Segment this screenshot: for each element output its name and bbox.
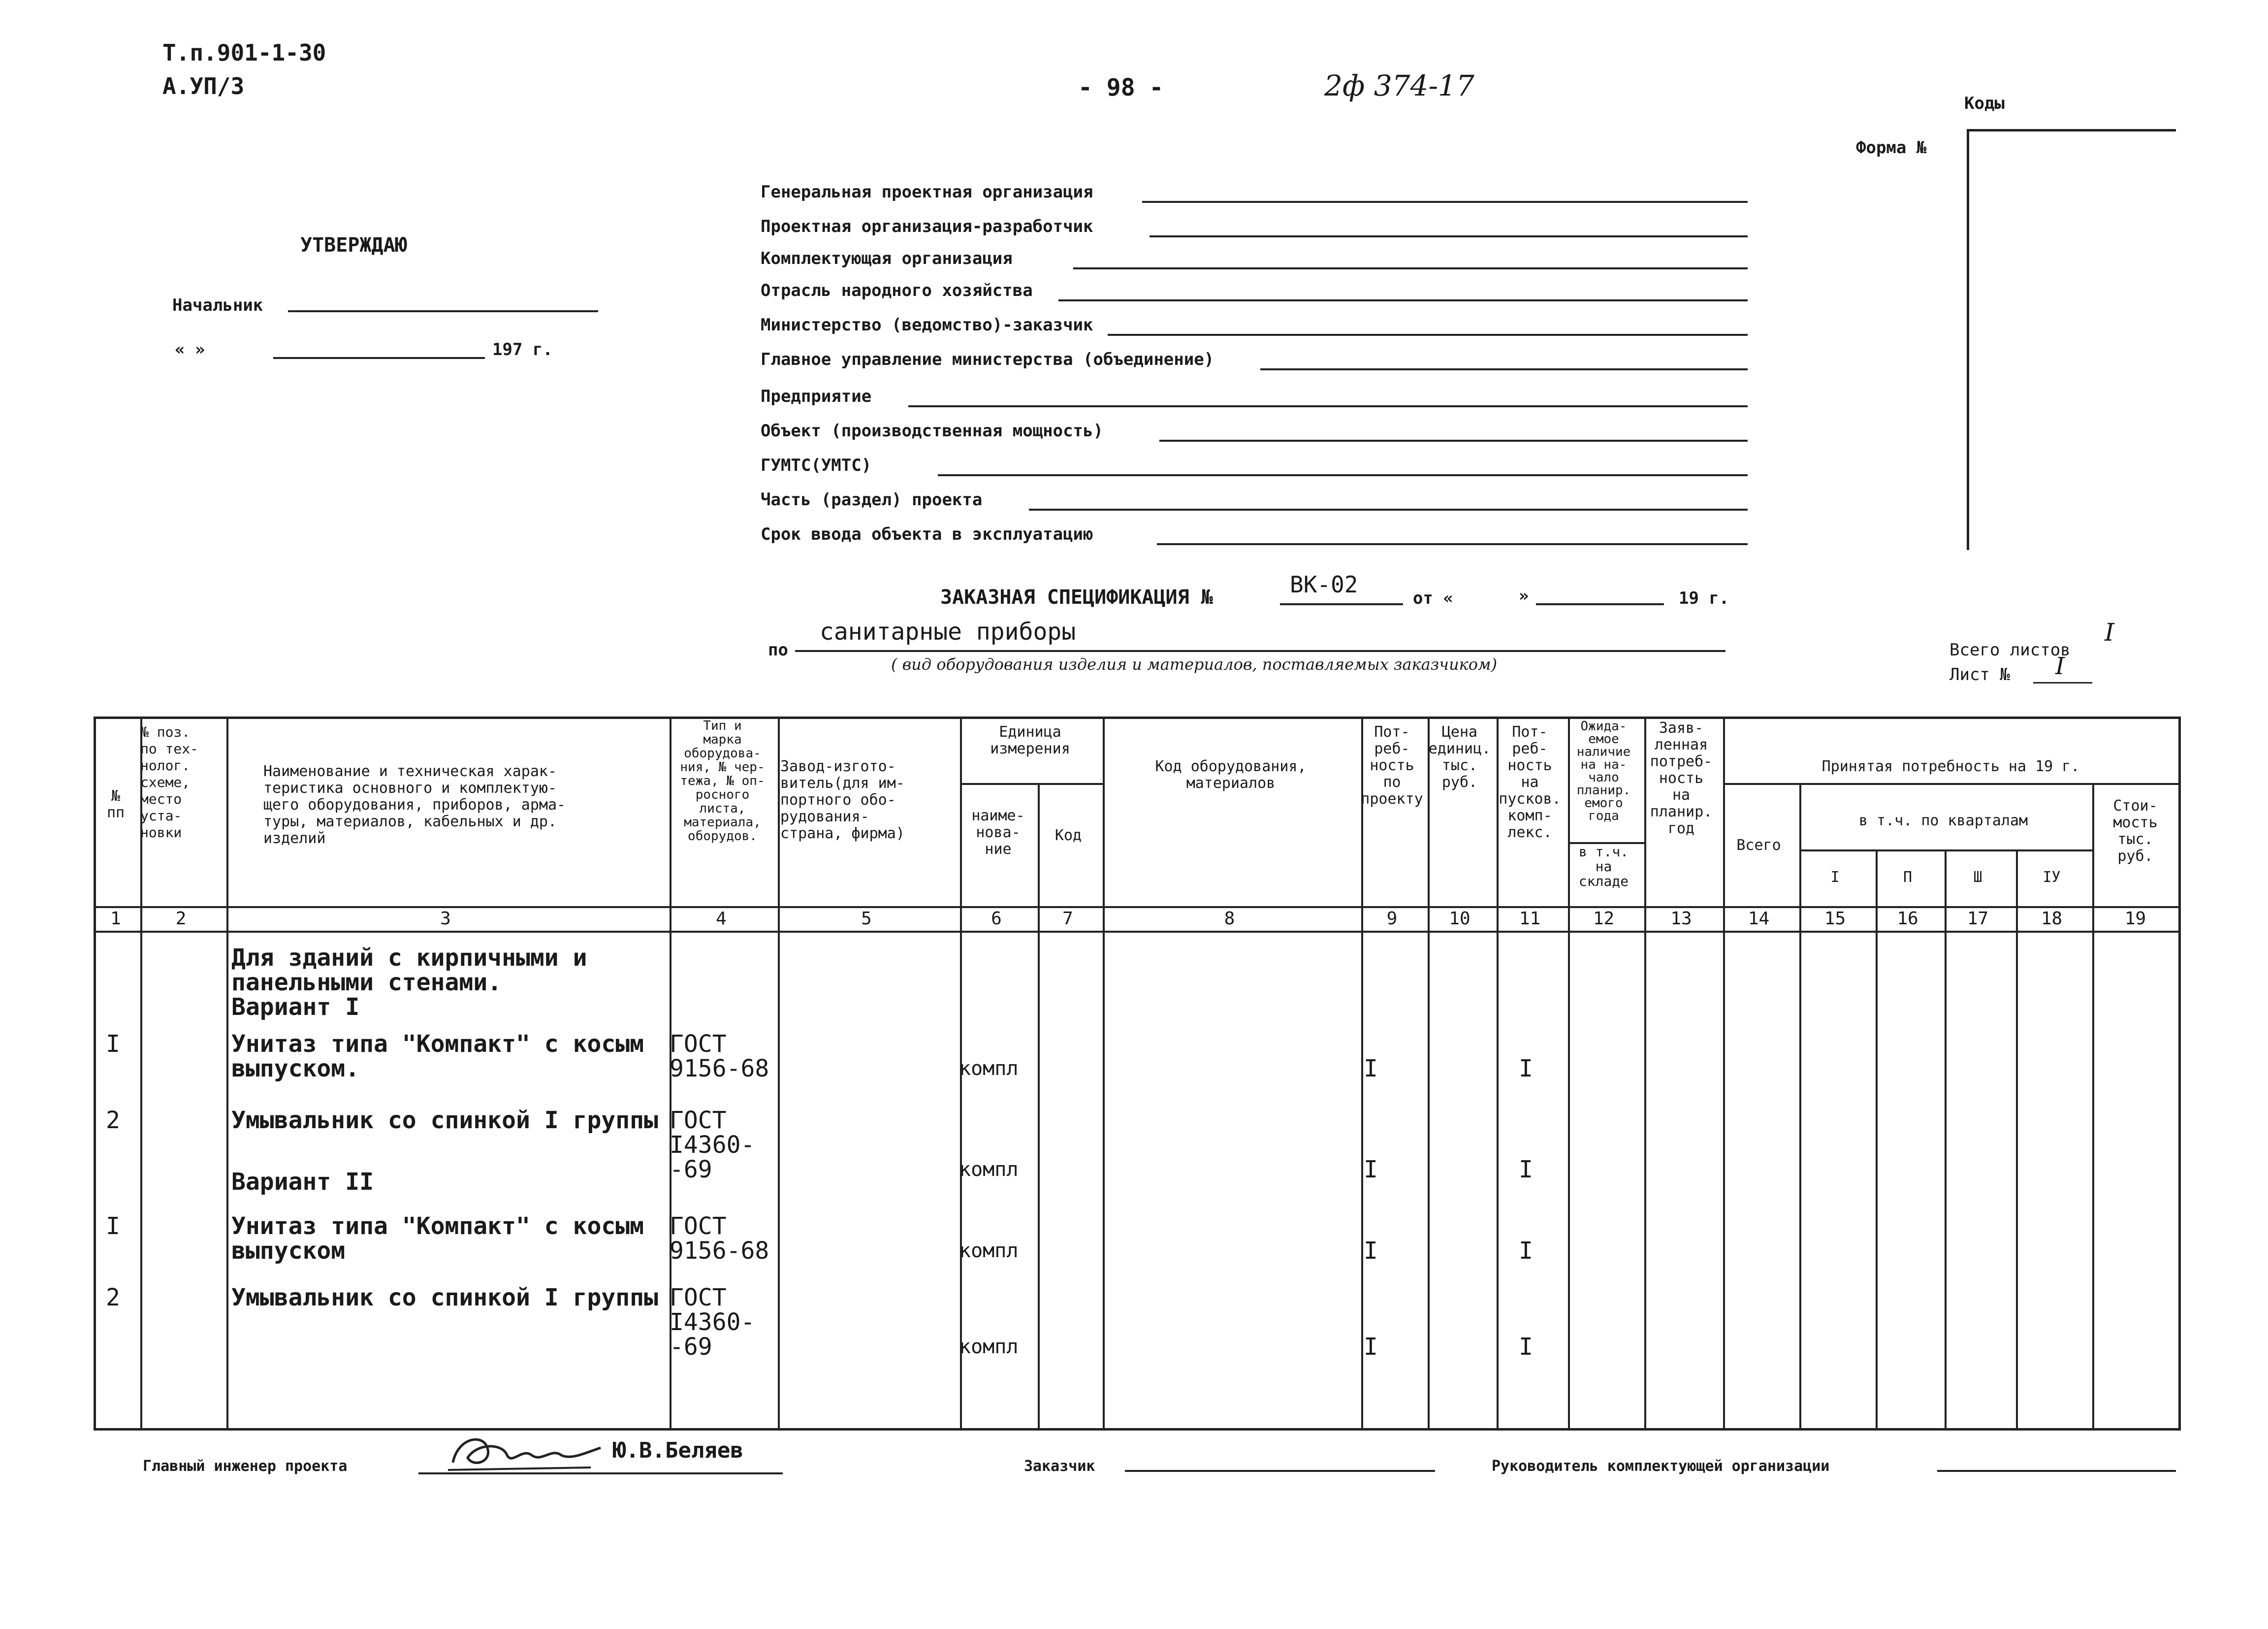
approval-year: 197 г. [492, 340, 553, 359]
org-field-line[interactable] [938, 474, 1748, 476]
item-need-startup: I [1519, 1333, 1533, 1361]
col-header-9: Пот- реб- ность по проекту [1361, 723, 1423, 808]
spec-year: 19 г. [1679, 588, 1729, 608]
org-field-line[interactable] [1058, 299, 1748, 301]
item-name: Умывальник со спинкой I группы [231, 1284, 658, 1311]
column-number: 14 [1748, 909, 1770, 929]
item-need-project: I [1364, 1156, 1378, 1183]
col-header-11: Пот- реб- ность на пусков. комп- лекс. [1499, 723, 1561, 841]
spec-from-label: от « [1413, 588, 1453, 608]
org-field-line[interactable] [1159, 440, 1748, 442]
column-number: 7 [1062, 909, 1073, 929]
item-type: ГОСТ I4360- -69 [670, 1284, 755, 1361]
codes-box [1967, 129, 2176, 550]
org-field-line[interactable] [1150, 235, 1748, 237]
col-header-q4: IУ [2043, 869, 2061, 886]
row-number: 2 [106, 1107, 120, 1134]
column-number: 6 [991, 909, 1002, 929]
customer-label: Заказчик [1024, 1458, 1095, 1475]
org-field-label: Отрасль народного хозяйства [761, 281, 1033, 300]
org-field-label: Министерство (ведомство)-заказчик [761, 315, 1093, 335]
spec-date-line[interactable] [1536, 603, 1664, 605]
col-header-3: Наименование и техническая харак- теристика основного и комплектую- щего оборудования, приборов, арма- туры, материалов, кабельных и др. изделий [263, 763, 566, 847]
row-number: I [106, 1212, 120, 1240]
chief-engineer-label: Главный инженер проекта [143, 1458, 348, 1475]
item-type: ГОСТ 9156-68 [670, 1212, 769, 1265]
row-number: I [106, 1030, 120, 1058]
col-header-14: Всего [1736, 837, 1781, 854]
org-field-line[interactable] [1157, 543, 1748, 545]
spec-number: ВК-02 [1290, 571, 1358, 598]
customer-signature-line[interactable] [1125, 1470, 1435, 1472]
doc-code: Т.п.901-1-30 [162, 39, 326, 66]
column-number: 5 [861, 909, 872, 929]
col-header-8: Код оборудования, материалов [1155, 758, 1307, 792]
org-field-label: Главное управление министерства (объединение) [761, 350, 1214, 369]
col-header-5: Завод-изгото- витель(для им- портного обо- рудования- страна, фирма) [780, 758, 905, 842]
spec-subject-line[interactable] [795, 650, 1725, 652]
item-name: Для зданий с кирпичными и панельными стенами. Вариант I [231, 944, 587, 1021]
chief-engineer-signature [443, 1428, 606, 1477]
org-field-label: Предприятие [761, 387, 872, 406]
sheet-label: Лист № [1949, 665, 2010, 684]
total-sheets-value: I [2105, 618, 2114, 647]
col-header-q3: Ш [1973, 869, 1982, 886]
col-header-q2: П [1903, 869, 1913, 886]
codes-label: Коды [1964, 94, 2005, 113]
org-field-line[interactable] [1073, 267, 1748, 269]
column-number: 1 [110, 909, 121, 929]
column-number: 18 [2041, 909, 2063, 929]
column-number: 13 [1670, 909, 1692, 929]
approval-title: УТВЕРЖДАЮ [300, 234, 407, 257]
org-field-label: Объект (производственная мощность) [761, 421, 1103, 441]
chief-signature-line[interactable] [288, 310, 598, 312]
chief-engineer-name: Ю.В.Беляев [613, 1438, 743, 1463]
handwritten-reference: 2ф 374-17 [1324, 69, 1474, 102]
item-need-startup: I [1519, 1156, 1533, 1183]
item-need-project: I [1364, 1055, 1378, 1082]
column-number: 9 [1386, 909, 1398, 929]
org-field-line[interactable] [908, 405, 1748, 407]
item-need-startup: I [1519, 1055, 1533, 1082]
item-unit: компл [959, 1057, 1019, 1080]
item-unit: компл [959, 1239, 1019, 1262]
page-number: - 98 - [1078, 74, 1164, 101]
col-header-12-bottom: в т.ч. на складе [1578, 844, 1629, 889]
col-header-1: № пп [106, 787, 125, 821]
item-need-project: I [1364, 1237, 1378, 1265]
column-number: 17 [1967, 909, 1989, 929]
item-name: Вариант II [231, 1168, 374, 1196]
total-sheets-label: Всего листов [1949, 640, 2071, 660]
spec-subject-caption: ( вид оборудования изделия и материалов, поставляемых заказчиком) [891, 655, 1498, 674]
column-number: 19 [2124, 909, 2146, 929]
org-field-label: Комплектующая организация [761, 249, 1013, 268]
approval-date-line[interactable] [273, 357, 485, 359]
item-unit: компл [959, 1158, 1019, 1181]
spec-title: ЗАКАЗНАЯ СПЕЦИФИКАЦИЯ № [940, 586, 1213, 609]
sheet-line [2033, 682, 2092, 684]
col-header-19: Стои- мость тыс. руб. [2113, 797, 2158, 865]
row-number: 2 [106, 1284, 120, 1311]
approval-date-prefix: « » [175, 340, 205, 359]
org-field-label: Генеральная проектная организация [761, 182, 1093, 202]
album-code: А.УП/3 [162, 73, 245, 99]
spec-number-line[interactable] [1280, 603, 1403, 605]
org-field-line[interactable] [1260, 368, 1748, 370]
col-header-unit-group: Единица измерения [990, 723, 1070, 757]
column-number: 10 [1449, 909, 1470, 929]
column-number: 8 [1224, 909, 1235, 929]
col-header-2: № поз. по тех- нолог. схеме, место уста- новки [140, 724, 199, 841]
col-header-10: Цена единиц. тыс. руб. [1428, 723, 1491, 791]
item-name: Унитаз типа "Компакт" с косым выпуском [231, 1212, 644, 1265]
sheet-value: I [2055, 652, 2065, 680]
item-need-startup: I [1519, 1237, 1533, 1265]
org-field-line[interactable] [1108, 334, 1748, 336]
col-header-4: Тип и марка оборудова- ния, № чер- тежа, № оп- росного листа, материала, оборудов. [680, 718, 765, 844]
org-head-label: Руководитель комплектующей организации [1492, 1458, 1830, 1475]
spec-quote-close: » [1519, 586, 1529, 606]
org-field-label: Часть (раздел) проекта [761, 490, 983, 510]
item-name: Умывальник со спинкой I группы [231, 1107, 658, 1134]
col-header-12-top: Ожида- емое наличие на на- чало планир. емого года [1576, 719, 1631, 823]
item-need-project: I [1364, 1333, 1378, 1361]
form-no-label: Форма № [1856, 138, 1927, 158]
item-type: ГОСТ 9156-68 [670, 1030, 769, 1082]
org-field-label: Срок ввода объекта в эксплуатацию [761, 524, 1093, 544]
column-number: 15 [1824, 909, 1846, 929]
item-unit: компл [959, 1336, 1019, 1358]
column-number: 2 [175, 909, 187, 929]
col-header-accepted: Принятая потребность на 19 г. [1821, 758, 2080, 775]
org-field-line[interactable] [1029, 509, 1748, 511]
item-type: ГОСТ I4360- -69 [670, 1107, 755, 1183]
org-field-line[interactable] [1142, 201, 1748, 203]
column-number: 3 [440, 909, 451, 929]
item-name: Унитаз типа "Компакт" с косым выпуском. [231, 1030, 644, 1082]
col-header-quarters: в т.ч. по кварталам [1858, 812, 2028, 829]
org-field-label: Проектная организация-разработчик [761, 217, 1093, 236]
col-header-13: Заяв- ленная потреб- ность на планир. год [1650, 719, 1713, 837]
spec-subject: санитарные приборы [820, 618, 1076, 646]
spec-po-label: по [768, 640, 788, 660]
col-header-7: Код [1054, 827, 1082, 844]
column-number: 11 [1519, 909, 1541, 929]
col-header-6: наиме- нова- ние [971, 807, 1025, 858]
column-number: 12 [1593, 909, 1615, 929]
org-field-label: ГУМТС(УМТС) [761, 456, 872, 475]
org-head-signature-line[interactable] [1937, 1470, 2176, 1472]
col-header-q1: I [1830, 869, 1840, 886]
chief-label: Начальник [172, 295, 263, 315]
chief-engineer-line [418, 1472, 783, 1474]
column-number: 4 [716, 909, 727, 929]
column-number: 16 [1897, 909, 1918, 929]
